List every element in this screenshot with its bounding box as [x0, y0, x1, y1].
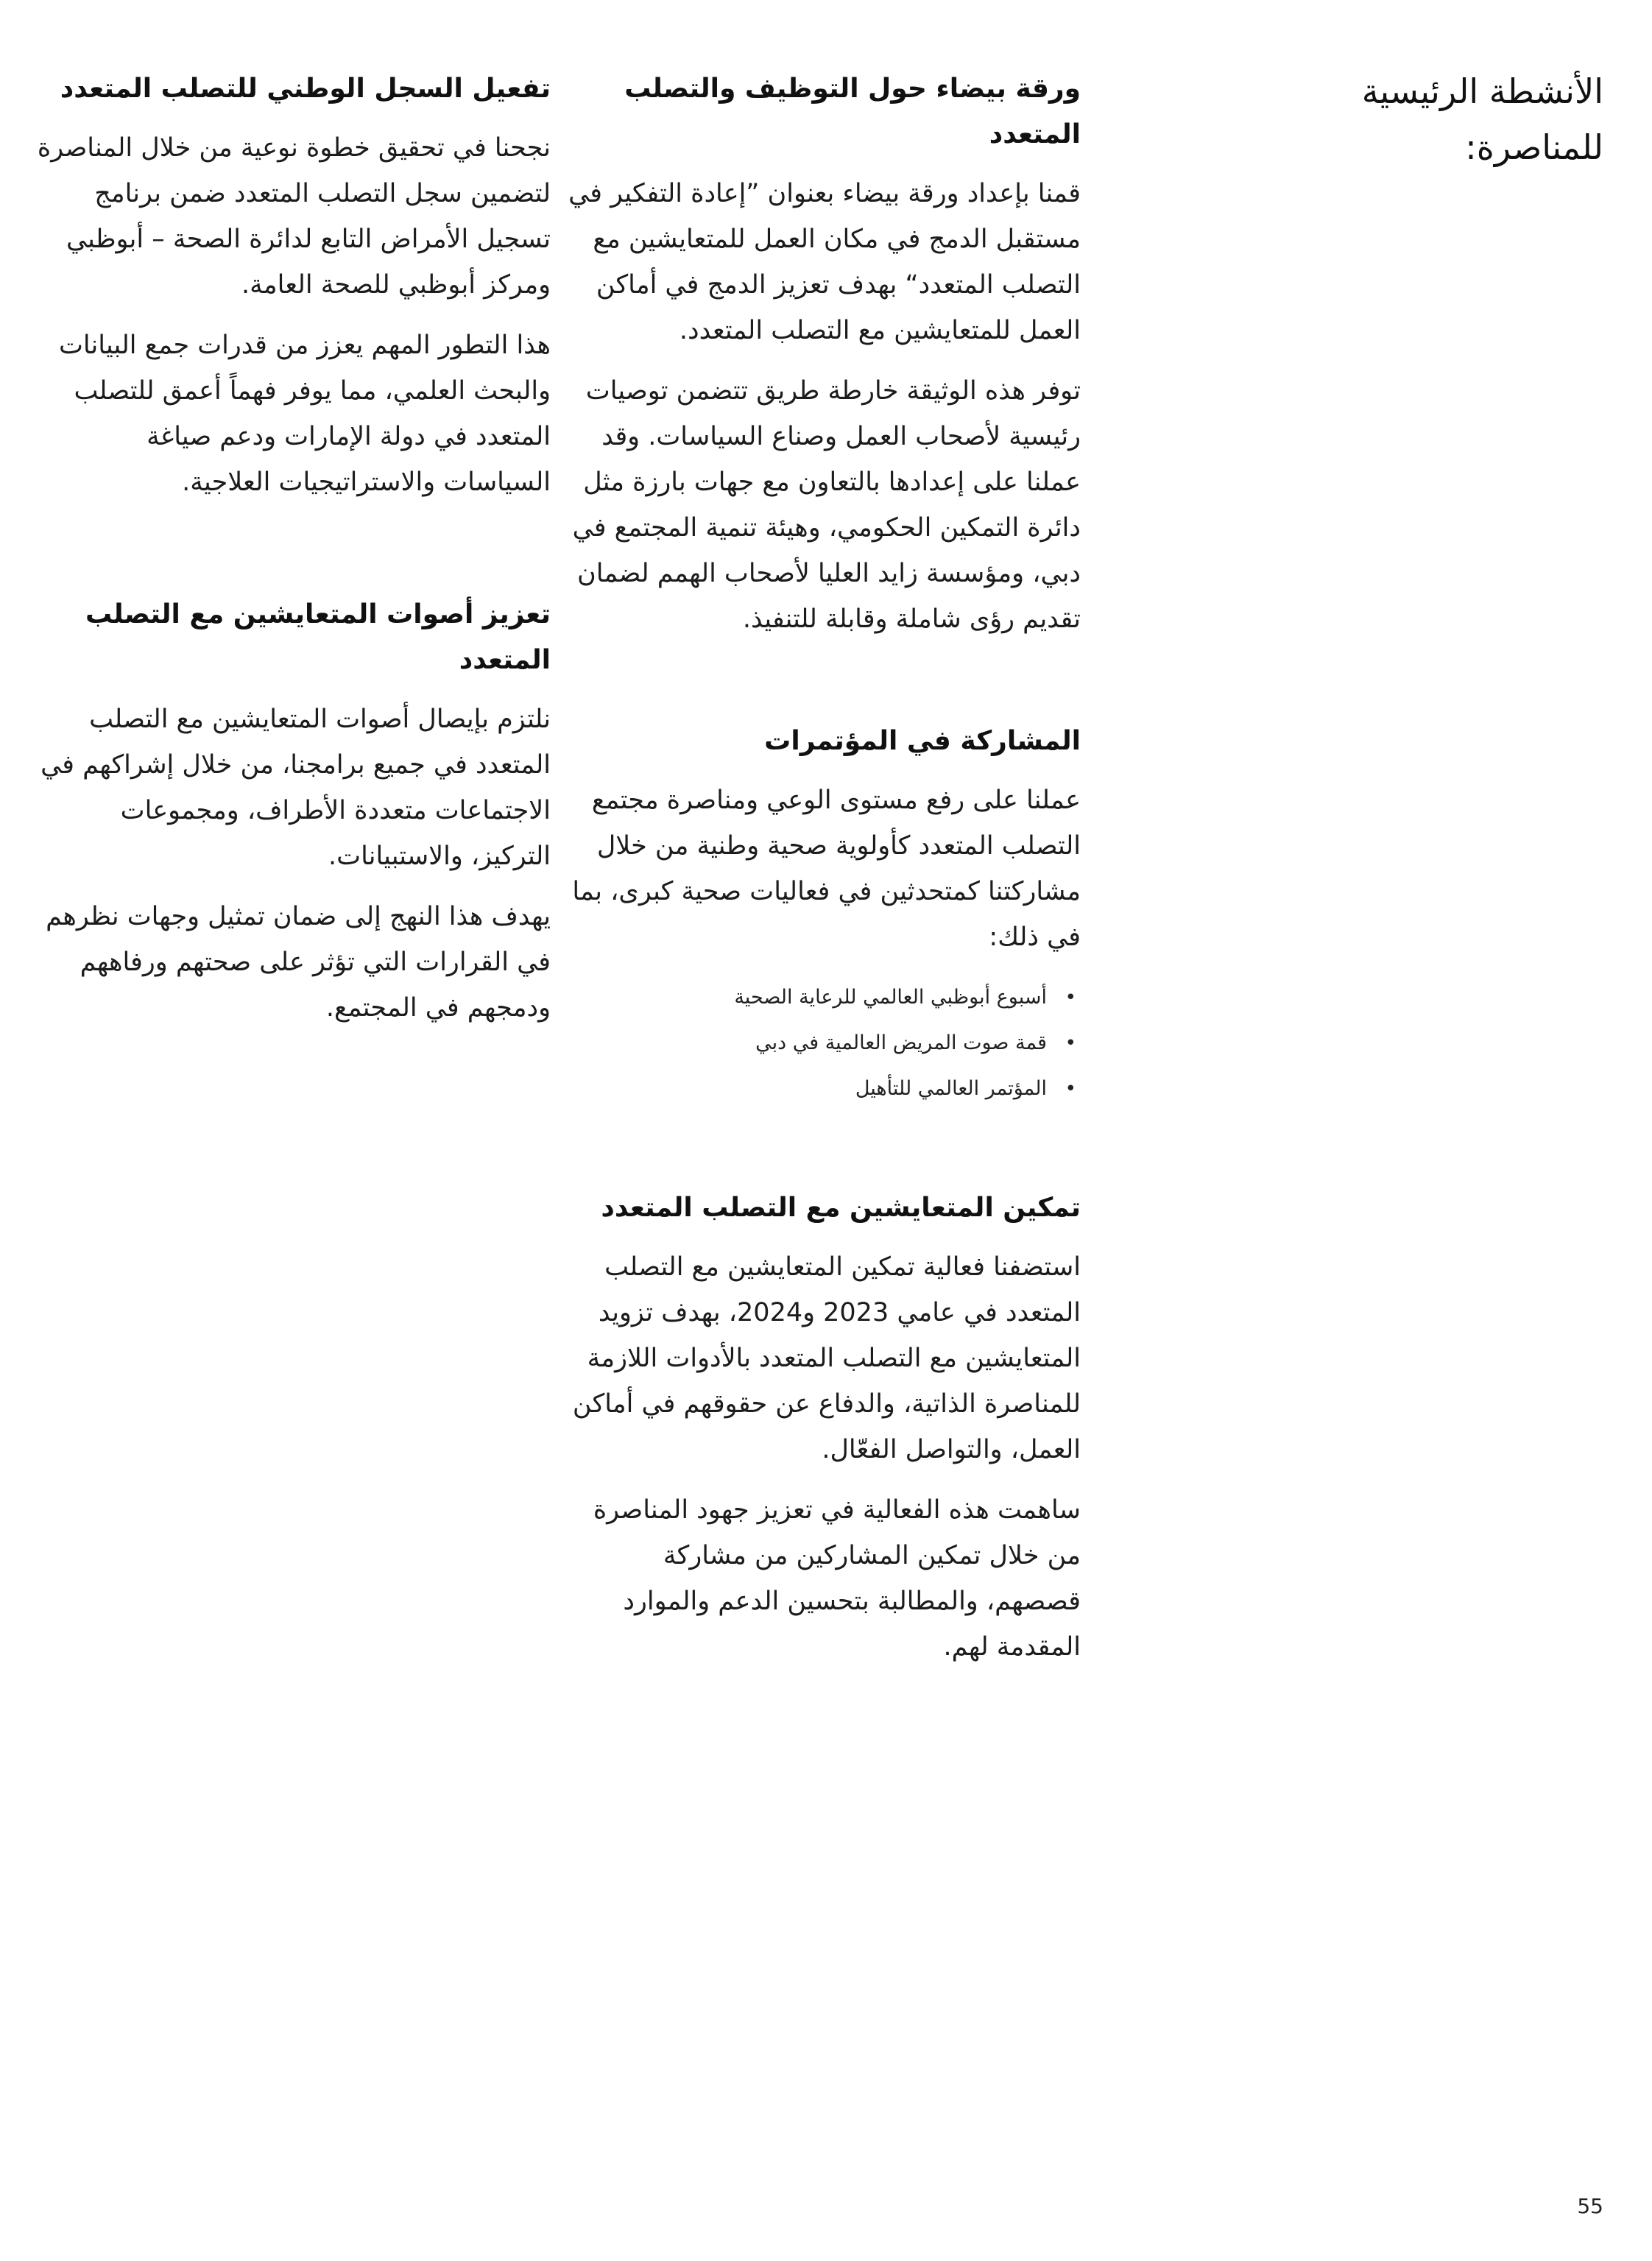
- page-number: 55: [1577, 2194, 1603, 2218]
- paragraph: نجحنا في تحقيق خطوة نوعية من خلال المناصرة لتضمين سجل التصلب المتعدد ضمن برنامج تسجيل الأمراض التابع لدائرة الصحة – أبوظبي ومركز أبوظبي للصحة العامة.: [37, 133, 551, 300]
- bullet-icon: •: [1065, 987, 1076, 1009]
- section-heading: تفعيل السجل الوطني للتصلب المتعدد: [60, 74, 551, 104]
- list-item: [565, 1066, 1081, 1112]
- section-heading: المشاركة في المؤتمرات: [764, 726, 1081, 756]
- section-heading: تمكين المتعايشين مع التصلب المتعدد: [601, 1193, 1081, 1223]
- paragraph: عملنا على رفع مستوى الوعي ومناصرة مجتمع التصلب المتعدد كأولوية صحية وطنية من خلال مشاركتنا كمتحدثين في فعاليات صحية كبرى، بما في ذلك:: [572, 786, 1081, 952]
- list-item: [565, 1020, 1081, 1066]
- conference-list: [565, 975, 1081, 1112]
- section-empowerment: [565, 1185, 1081, 1670]
- paragraph: توفر هذه الوثيقة خارطة طريق تتضمن توصيات رئيسية لأصحاب العمل وصناع السياسات. وقد عملنا على إعدادها بالتعاون مع جهات بارزة مثل دائرة التمكين الحكومي، وهيئة تنمية المجتمع في دبي، ومؤسسة زايد العليا لأصحاب الهمم لضمان تقديم رؤى شاملة وقابلة للتنفيذ.: [572, 376, 1081, 634]
- column-middle: [565, 66, 1081, 1685]
- list-item-label: قمة صوت المريض العالمية في دبي: [755, 1031, 1047, 1054]
- section-white-paper: [565, 66, 1081, 642]
- column-left: [35, 66, 551, 1045]
- section-heading: تعزيز أصوات المتعايشين مع التصلب المتعدد: [85, 599, 551, 675]
- bullet-icon: •: [1065, 1032, 1076, 1054]
- bullet-icon: •: [1065, 1078, 1076, 1100]
- paragraph: ساهمت هذه الفعالية في تعزيز جهود المناصرة من خلال تمكين المشاركين من مشاركة قصصهم، والمطالبة بتحسين الدعم والموارد المقدمة لهم.: [593, 1495, 1081, 1662]
- section-conferences: [565, 719, 1081, 1112]
- section-registry: [35, 66, 551, 505]
- paragraph: نلتزم بإيصال أصوات المتعايشين مع التصلب المتعدد في جميع برامجنا، من خلال إشراكهم في الاجتماعات متعددة الأطراف، ومجموعات التركيز، والاستبيانات.: [40, 705, 551, 871]
- list-item-label: المؤتمر العالمي للتأهيل: [855, 1077, 1047, 1100]
- section-voices: [35, 592, 551, 1031]
- paragraph: قمنا بإعداد ورقة بيضاء بعنوان ”إعادة التفكير في مستقبل الدمج في مكان العمل للمتعايشين مع التصلب المتعدد“ بهدف تعزيز الدمج في أماكن العمل للمتعايشين مع التصلب المتعدد.: [568, 179, 1081, 345]
- paragraph: يهدف هذا النهج إلى ضمان تمثيل وجهات نظرهم في القرارات التي تؤثر على صحتهم ورفاههم ودمجهم في المجتمع.: [46, 902, 551, 1023]
- page-title: الأنشطة الرئيسية للمناصرة:: [1361, 71, 1603, 167]
- paragraph: استضفنا فعالية تمكين المتعايشين مع التصلب المتعدد في عامي 2023 و2024، بهدف تزويد المتعايشين مع التصلب المتعدد بالأدوات اللازمة للمناصرة الذاتية، والدفاع عن حقوقهم في أماكن العمل، والتواصل الفعّال.: [572, 1252, 1081, 1464]
- list-item: [565, 975, 1081, 1020]
- list-item-label: أسبوع أبوظبي العالمي للرعاية الصحية: [734, 986, 1047, 1009]
- paragraph: هذا التطور المهم يعزز من قدرات جمع البيانات والبحث العلمي، مما يوفر فهماً أعمق للتصلب المتعدد في دولة الإمارات ودعم صياغة السياسات والاستراتيجيات العلاجية.: [58, 331, 551, 497]
- section-heading: ورقة بيضاء حول التوظيف والتصلب المتعدد: [624, 74, 1081, 149]
